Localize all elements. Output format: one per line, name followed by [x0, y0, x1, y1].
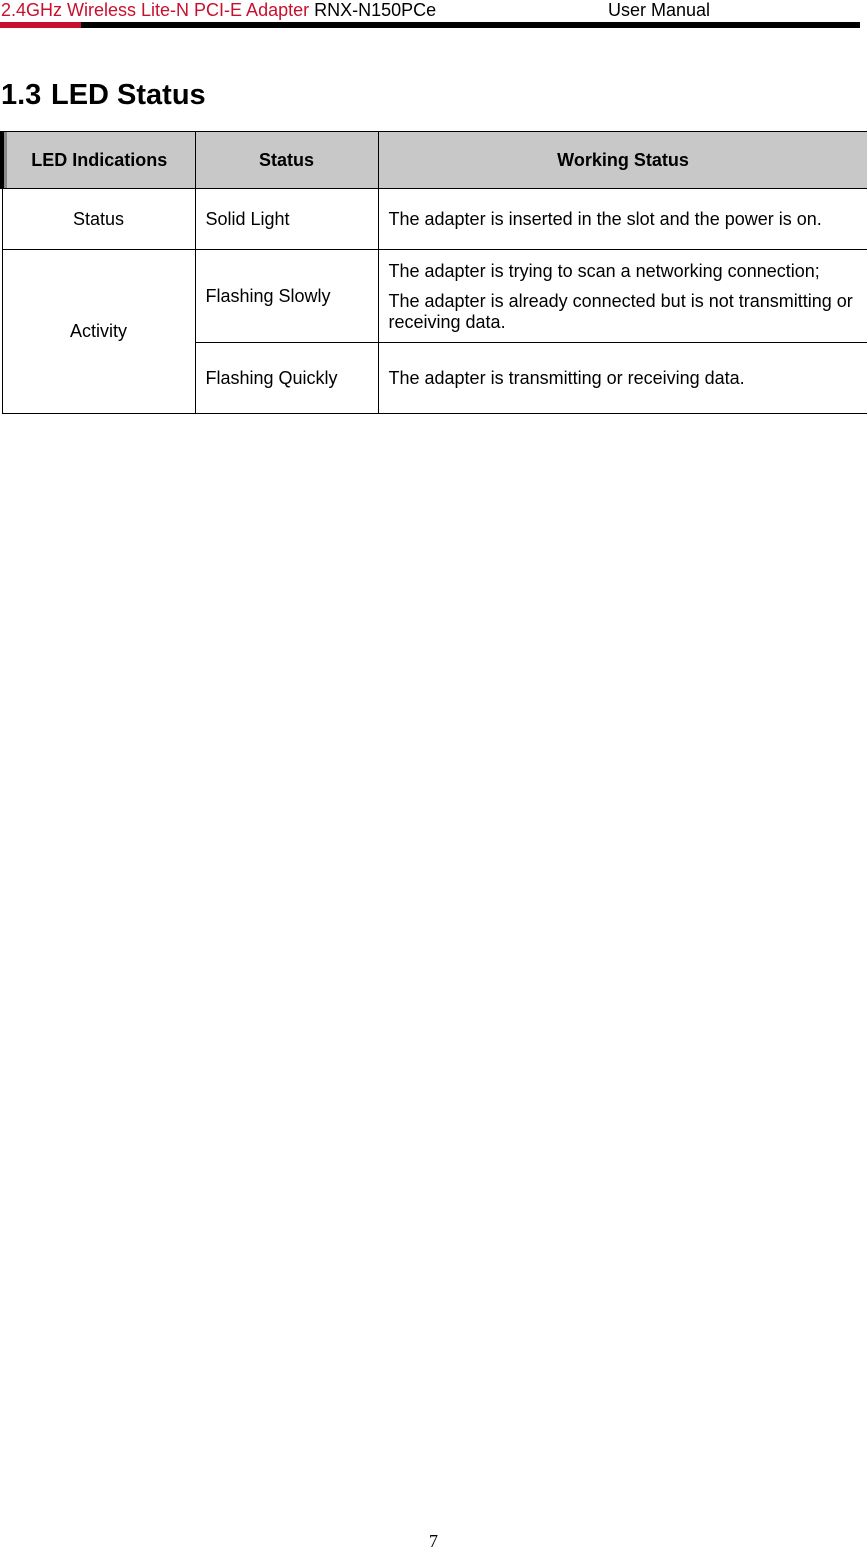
- section-title: LED Status: [51, 79, 206, 111]
- working-status-text: The adapter is transmitting or receiving data.: [388, 367, 745, 388]
- table-row: [2, 189, 867, 250]
- working-status-cell: [378, 189, 867, 250]
- status-cell: Flashing Slowly: [195, 250, 378, 343]
- page-number: 7: [429, 1531, 438, 1551]
- working-status-cell: [378, 250, 867, 343]
- led-status-table: [0, 131, 867, 414]
- working-status-text: The adapter is already connected but is not transmitting or receiving data.: [388, 291, 853, 332]
- table-header-row: [2, 132, 867, 189]
- working-status-text: The adapter is inserted in the slot and the power is on.: [388, 208, 822, 229]
- running-header: [1, 0, 711, 22]
- working-status-cell: [378, 343, 867, 414]
- working-status-text: The adapter is trying to scan a networking connection;: [388, 261, 820, 281]
- section-heading: [1, 78, 206, 112]
- column-header-working-status: Working Status: [378, 132, 867, 189]
- header-doc-type: User Manual: [608, 0, 711, 20]
- column-header-led-indications: LED Indications: [2, 132, 195, 189]
- header-product-name: 2.4GHz Wireless Lite-N PCI-E Adapter: [1, 0, 310, 20]
- header-rule-black: [81, 22, 860, 28]
- status-cell: Solid Light: [195, 189, 378, 250]
- indication-cell: Activity: [2, 250, 195, 414]
- column-header-status: Status: [195, 132, 378, 189]
- section-number: 1.3: [1, 79, 42, 111]
- table-row: [2, 250, 867, 343]
- status-cell: Flashing Quickly: [195, 343, 378, 414]
- indication-cell: Status: [2, 189, 195, 250]
- header-model: RNX-N150PCe: [314, 0, 437, 20]
- header-rule-red: [0, 22, 81, 28]
